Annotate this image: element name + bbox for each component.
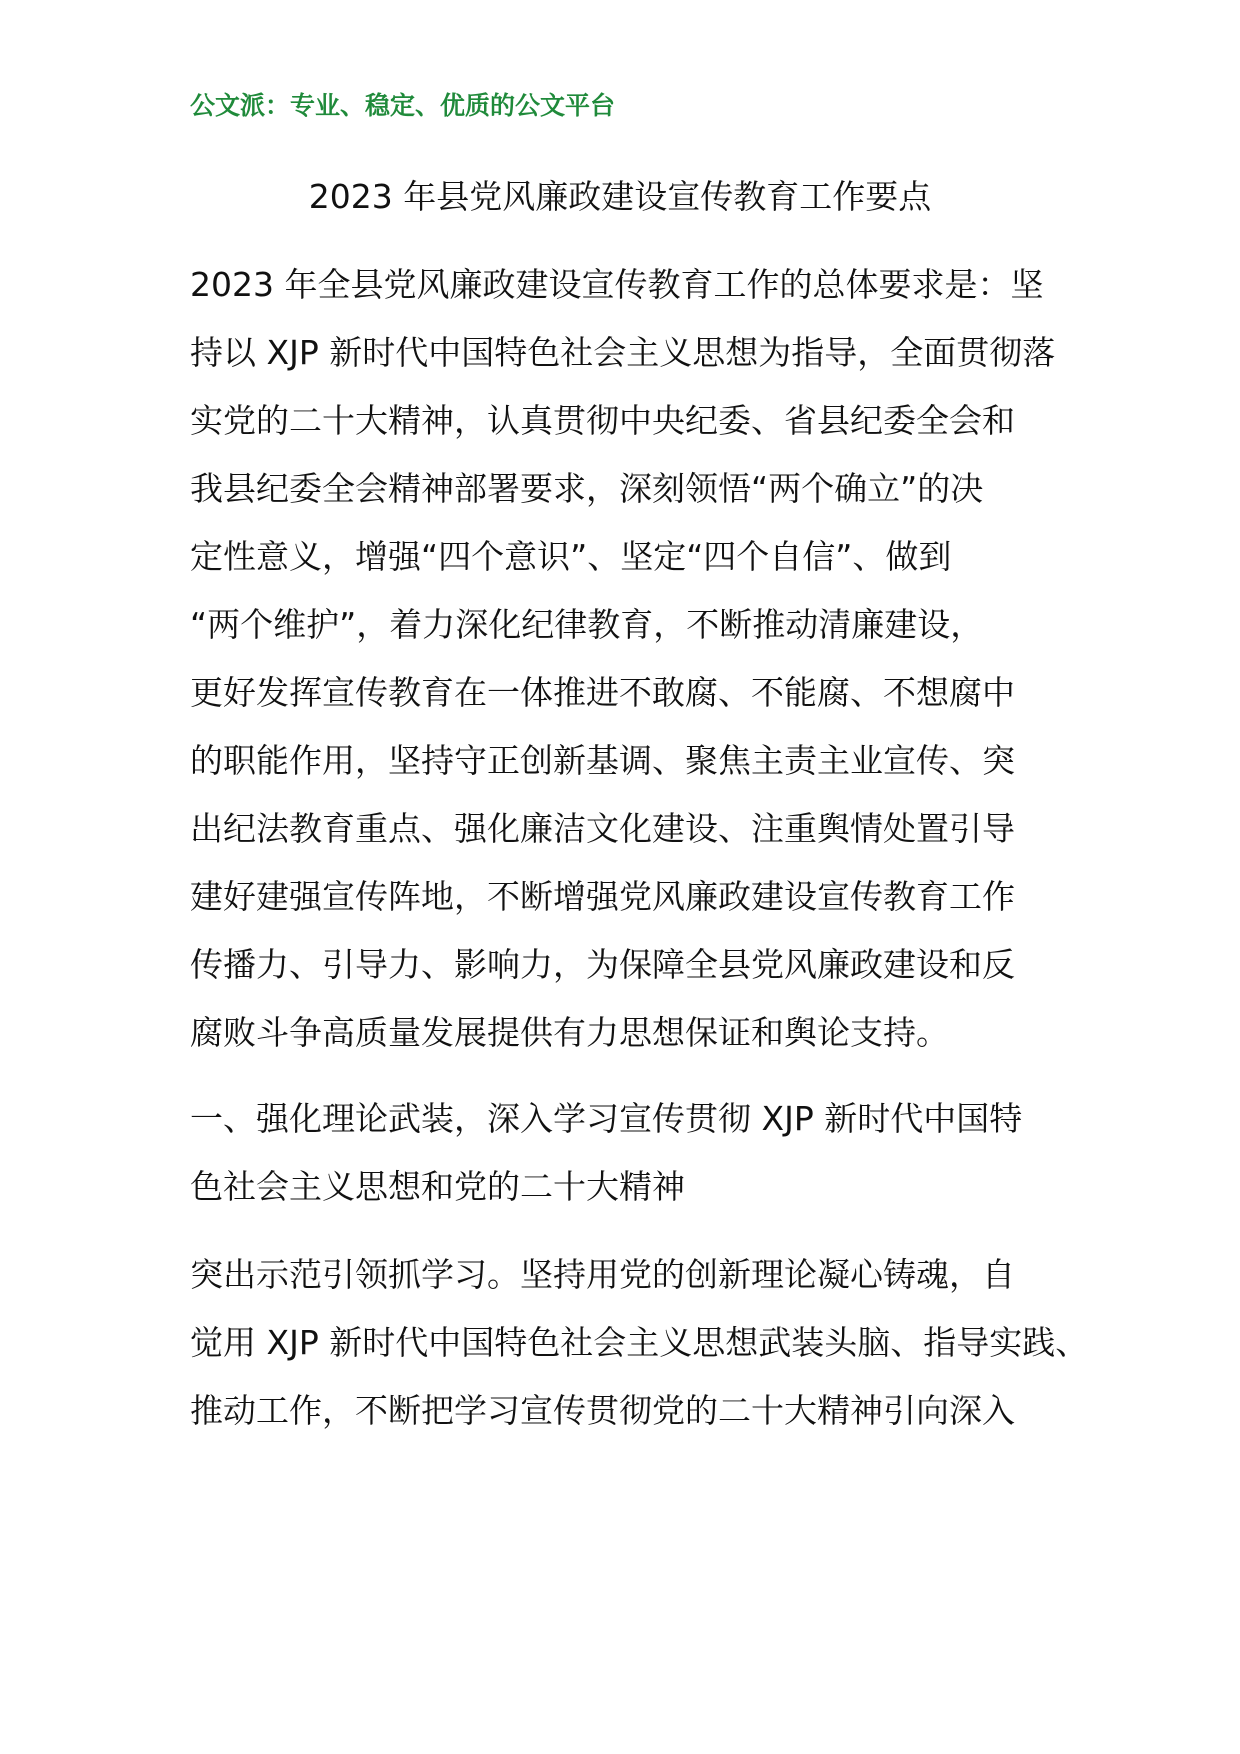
section-heading-line: 色社会主义思想和党的二十大精神 (190, 1167, 685, 1206)
intro-line: 出纪法教育重点、强化廉洁文化建设、注重舆情处置引导 (190, 809, 1015, 848)
intro-line: 建好建强宣传阵地，不断增强党风廉政建设宣传教育工作 (190, 877, 1015, 916)
intro-line: 的职能作用，坚持守正创新基调、聚焦主责主业宣传、突 (190, 741, 1015, 780)
intro-line: 定性意义，增强“四个意识”、坚定“四个自信”、做到 (190, 537, 952, 576)
intro-line: 2023 年全县党风廉政建设宣传教育工作的总体要求是：坚 (190, 265, 1044, 304)
document-title: 2023 年县党风廉政建设宣传教育工作要点 (308, 177, 932, 216)
intro-line: 传播力、引导力、影响力，为保障全县党风廉政建设和反 (190, 945, 1015, 984)
section-paragraph-line: 推动工作，不断把学习宣传贯彻党的二十大精神引向深入 (190, 1391, 1015, 1430)
intro-line: 实党的二十大精神，认真贯彻中央纪委、省县纪委全会和 (190, 401, 1015, 440)
section-heading-line: 一、强化理论武装，深入学习宣传贯彻 XJP 新时代中国特 (190, 1099, 1023, 1138)
intro-line: “两个维护”，着力深化纪律教育，不断推动清廉建设， (190, 605, 984, 644)
header-tagline: 公文派：专业、稳定、优质的公文平台 (190, 91, 616, 120)
intro-line: 持以 XJP 新时代中国特色社会主义思想为指导，全面贯彻落 (190, 333, 1056, 372)
intro-line: 我县纪委全会精神部署要求，深刻领悟“两个确立”的决 (190, 469, 984, 508)
intro-line: 腐败斗争高质量发展提供有力思想保证和舆论支持。 (190, 1013, 949, 1052)
intro-line: 更好发挥宣传教育在一体推进不敢腐、不能腐、不想腐中 (190, 673, 1015, 712)
section-paragraph-line: 突出示范引领抓学习。坚持用党的创新理论凝心铸魂，自 (190, 1255, 1015, 1294)
section-paragraph-line: 觉用 XJP 新时代中国特色社会主义思想武装头脑、指导实践、 (190, 1323, 1089, 1362)
